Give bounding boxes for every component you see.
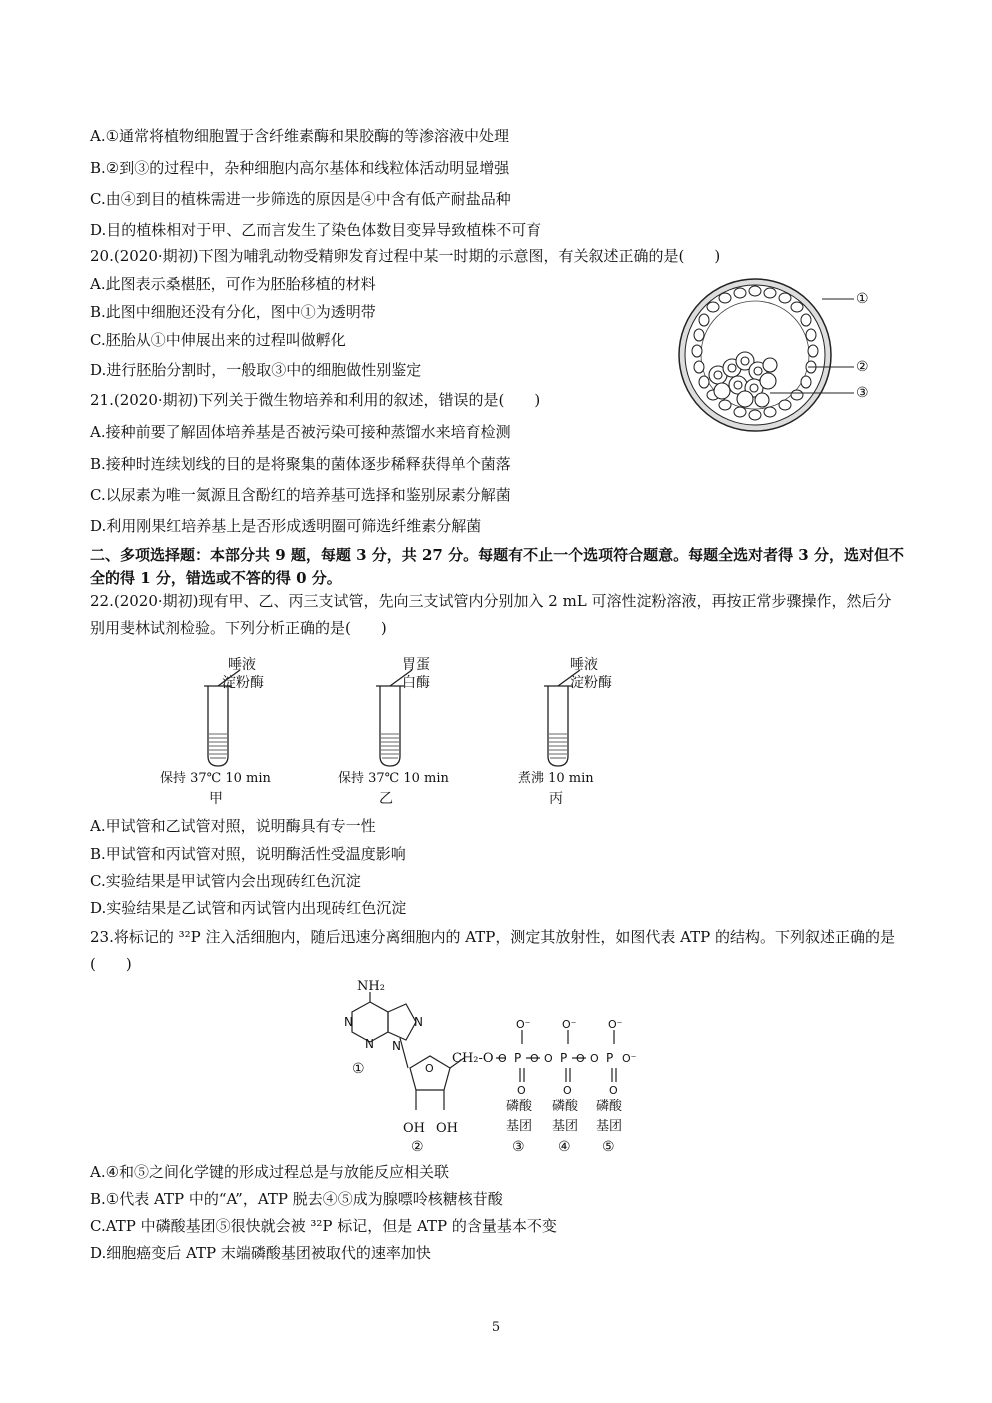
svg-text:O⁻: O⁻ (516, 1018, 531, 1031)
q20-stem: 20.(2020·期初)下图为哺乳动物受精卵发育过程中某一时期的示意图，有关叙述正确的是( ) (90, 247, 721, 265)
svg-text:O: O (563, 1084, 572, 1097)
tube2-name: 乙 (379, 791, 393, 807)
q23-option-d: D.细胞癌变后 ATP 末端磷酸基团被取代的速率加快 (90, 1244, 431, 1262)
tube1-enzyme-line2: 淀粉酶 (222, 675, 264, 691)
q23-stem: 23.将标记的 ³²P 注入活细胞内，随后迅速分离细胞内的 ATP，测定其放射性，如图代表 ATP 的结构。下列叙述正确的是( ) (90, 928, 896, 973)
q22-option-c: C.实验结果是甲试管内会出现砖红色沉淀 (90, 872, 361, 890)
tube3-enzyme-line1: 唾液 (570, 657, 598, 673)
atp-oh-right: OH (436, 1121, 458, 1136)
svg-text:N: N (392, 1039, 401, 1053)
phosphate-5-top: 磷酸 (596, 1099, 623, 1114)
svg-text:N: N (414, 1015, 423, 1029)
svg-text:O: O (425, 1062, 434, 1075)
q21-option-a: A.接种前要了解固体培养基是否被污染可接种蒸馏水来培育检测 (90, 423, 511, 441)
q22-option-a: A.甲试管和乙试管对照，说明酶具有专一性 (90, 817, 376, 835)
atp-label-1: ① (352, 1061, 365, 1077)
q20-option-d: D.进行胚胎分割时，一般取③中的细胞做性别鉴定 (90, 361, 422, 379)
svg-text:O: O (544, 1052, 553, 1065)
atp-label-3: ③ (512, 1139, 525, 1155)
svg-text:O⁻: O⁻ (562, 1018, 577, 1031)
tube1-enzyme-line1: 唾液 (228, 657, 256, 673)
tube1-condition: 保持 37℃ 10 min (160, 771, 271, 786)
svg-text:O: O (576, 1052, 585, 1065)
q20-option-c: C.胚胎从①中伸展出来的过程叫做孵化 (90, 331, 346, 349)
q19-option-c: C.由④到目的植株需进一步筛选的原因是④中含有低产耐盐品种 (90, 190, 511, 208)
q21-stem: 21.(2020·期初)下列关于微生物培养和利用的叙述，错误的是( ) (90, 391, 541, 409)
svg-text:O: O (498, 1052, 507, 1065)
q21-option-d: D.利用刚果红培养基上是否形成透明圈可筛选纤维素分解菌 (90, 517, 482, 535)
atp-oh-left: OH (403, 1121, 425, 1136)
atp-nh2-label: NH₂ (357, 979, 385, 994)
svg-text:P: P (606, 1051, 614, 1065)
section-heading: 二、多项选择题：本部分共 9 题，每题 3 分，共 27 分。每题有不止一个选项符合题意。每题全选对者得 3 分，选对但不全的得 1 分，错选或不答的得 0 分。 (90, 546, 904, 587)
atp-label-5: ⑤ (602, 1139, 615, 1155)
q23-option-c: C.ATP 中磷酸基团⑤很快就会被 ³²P 标记，但是 ATP 的含量基本不变 (90, 1217, 557, 1235)
q19-option-b: B.②到③的过程中，杂种细胞内高尔基体和线粒体活动明显增强 (90, 159, 510, 177)
page-number: 5 (491, 1320, 501, 1335)
phosphate-5-bottom: 基团 (596, 1119, 623, 1134)
blastocyst-label-1: ① (856, 291, 869, 307)
phosphate-4-top: 磷酸 (552, 1099, 579, 1114)
tube2-enzyme-line1: 胃蛋 (402, 657, 430, 673)
atp-ch2o-label: CH₂-O (452, 1051, 494, 1066)
q19-option-a: A.①通常将植物细胞置于含纤维素酶和果胶酶的等渗溶液中处理 (90, 127, 510, 145)
tube3-enzyme-line2: 淀粉酶 (570, 675, 612, 691)
svg-text:O: O (609, 1084, 618, 1097)
q23-option-b: B.①代表 ATP 中的“A”，ATP 脱去④⑤成为腺嘌呤核糖核苷酸 (90, 1190, 503, 1208)
svg-text:P: P (560, 1051, 568, 1065)
svg-text:O⁻: O⁻ (608, 1018, 623, 1031)
blastocyst-label-3: ③ (856, 385, 869, 401)
blastocyst-label-2: ② (856, 359, 869, 375)
q22-option-d: D.实验结果是乙试管和丙试管内出现砖红色沉淀 (90, 899, 407, 917)
tube1-name: 甲 (209, 791, 223, 807)
phosphate-3-bottom: 基团 (506, 1119, 533, 1134)
svg-text:N: N (344, 1015, 353, 1029)
svg-text:P: P (514, 1051, 522, 1065)
q20-option-b: B.此图中细胞还没有分化，图中①为透明带 (90, 303, 376, 321)
q22-stem: 22.(2020·期初)现有甲、乙、丙三支试管，先向三支试管内分别加入 2 mL 可溶性淀粉溶液，再按正常步骤操作，然后分别用斐林试剂检验。下列分析正确的是( ) (90, 592, 892, 637)
tube3-condition: 煮沸 10 min (518, 771, 594, 786)
svg-text:O: O (590, 1052, 599, 1065)
svg-text:O: O (517, 1084, 526, 1097)
phosphate-3-top: 磷酸 (506, 1099, 533, 1114)
svg-text:N: N (365, 1037, 374, 1051)
svg-text:O: O (530, 1052, 539, 1065)
q19-option-d: D.目的植株相对于甲、乙而言发生了染色体数目变异导致植株不可育 (90, 221, 542, 239)
svg-text:O⁻: O⁻ (622, 1052, 637, 1065)
q22-option-b: B.甲试管和丙试管对照，说明酶活性受温度影响 (90, 845, 406, 863)
tube2-condition: 保持 37℃ 10 min (338, 771, 449, 786)
atp-label-4: ④ (558, 1139, 571, 1155)
tube3-name: 丙 (549, 791, 563, 807)
q21-option-c: C.以尿素为唯一氮源且含酚红的培养基可选择和鉴别尿素分解菌 (90, 486, 511, 504)
phosphate-4-bottom: 基团 (552, 1119, 579, 1134)
q20-option-a: A.此图表示桑椹胚，可作为胚胎移植的材料 (90, 275, 376, 293)
tube2-enzyme-line2: 白酶 (402, 675, 430, 691)
q21-option-b: B.接种时连续划线的目的是将聚集的菌体逐步稀释获得单个菌落 (90, 455, 511, 473)
q23-option-a: A.④和⑤之间化学键的形成过程总是与放能反应相关联 (90, 1163, 450, 1181)
atp-label-2: ② (411, 1139, 424, 1155)
